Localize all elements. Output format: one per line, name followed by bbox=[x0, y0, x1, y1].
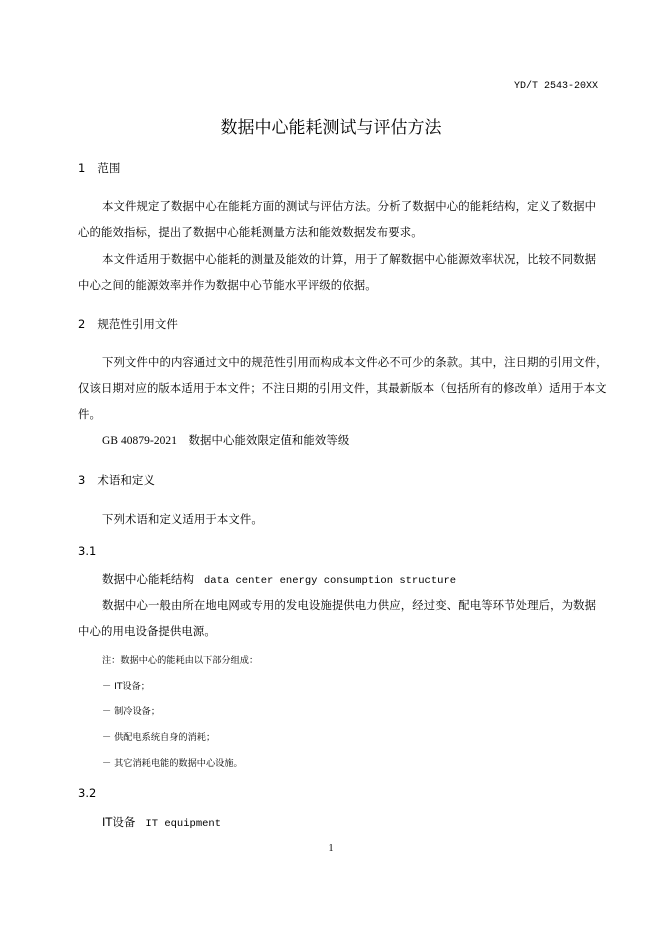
section-heading bbox=[78, 316, 178, 332]
document-code: YD/T 2543-20XX bbox=[513, 81, 598, 92]
clause-number: 3.2 bbox=[78, 786, 97, 800]
paragraph-line: 本文件规定了数据中心在能耗方面的测试与评估方法。分析了数据中心的能耗结构，定义了数据中 bbox=[102, 201, 597, 213]
term-zh: IT设备 bbox=[102, 815, 136, 829]
section-title: 术语和定义 bbox=[97, 473, 155, 487]
paragraph-line: 中心的用电设备提供电源。 bbox=[78, 626, 216, 638]
section-title: 范围 bbox=[97, 161, 121, 175]
list-item: － 供配电系统自身的消耗； bbox=[102, 732, 216, 743]
paragraph-line: 心的能效指标，提出了数据中心能耗测量方法和能效数据发布要求。 bbox=[78, 227, 423, 239]
paragraph-line: 件。 bbox=[78, 409, 101, 421]
note-text: 注：数据中心的能耗由以下部分组成： bbox=[102, 655, 259, 666]
list-item: － 制冷设备； bbox=[102, 706, 161, 717]
paragraph-line: 数据中心一般由所在地电网或专用的发电设施提供电力供应，经过变、配电等环节处理后，为数据 bbox=[102, 600, 597, 612]
list-item: － IT设备； bbox=[102, 681, 150, 692]
page-number: 1 bbox=[328, 843, 334, 854]
normative-reference: GB 40879-2021 数据中心能效限定值和能效等级 bbox=[102, 435, 350, 447]
document-title: 数据中心能耗测试与评估方法 bbox=[220, 118, 442, 138]
term-zh: 数据中心能耗结构 bbox=[102, 572, 194, 586]
paragraph-line: 本文件适用于数据中心能耗的测量及能效的计算，用于了解数据中心能源效率状况，比较不同数据 bbox=[102, 254, 597, 266]
paragraph-line: 中心之间的能源效率并作为数据中心节能水平评级的依据。 bbox=[78, 280, 377, 292]
section-number: 1 bbox=[78, 161, 86, 175]
clause-number: 3.1 bbox=[78, 544, 97, 558]
section-heading bbox=[78, 160, 120, 176]
paragraph-line: 下列文件中的内容通过文中的规范性引用而构成本文件必不可少的条款。其中，注日期的引用文件， bbox=[102, 357, 608, 369]
section-title: 规范性引用文件 bbox=[97, 317, 178, 331]
paragraph-line: 仅该日期对应的版本适用于本文件；不注日期的引用文件，其最新版本（包括所有的修改单）适用于本文 bbox=[78, 383, 607, 395]
term-entry bbox=[102, 814, 221, 830]
list-item: － 其它消耗电能的数据中心设施。 bbox=[102, 758, 243, 769]
term-en: data center energy consumption structure bbox=[204, 575, 457, 587]
section-number: 2 bbox=[78, 317, 86, 331]
term-en: IT equipment bbox=[145, 818, 222, 830]
section-number: 3 bbox=[78, 473, 86, 487]
paragraph-line: 下列术语和定义适用于本文件。 bbox=[102, 514, 263, 526]
section-heading bbox=[78, 472, 155, 488]
term-entry bbox=[102, 571, 456, 587]
